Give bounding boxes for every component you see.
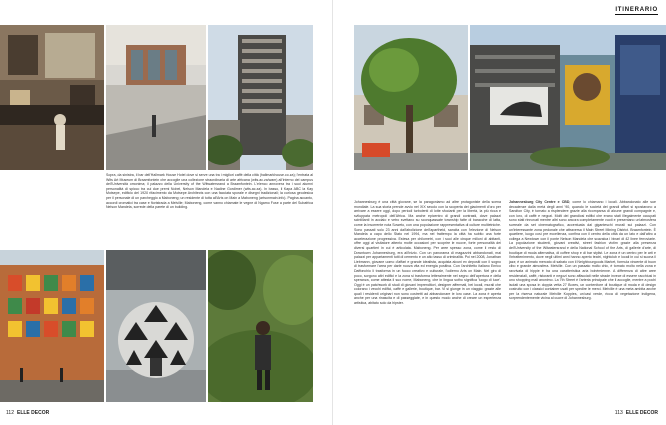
photo-art-museum [106,25,206,170]
right-page-number: 113 [614,410,623,416]
photo-colorful-facade [0,250,104,402]
left-caption: Sopra, da sinistra, il bar dell'Hallmark House Hotel dove si serve una tra i migliori caffè della città (hallmarkhouse.co.za); l'entrata al Wits Art Museum di Braamfontein che accoglie una collezione straordinaria di arte africana (wits.ac.za/wam) all'interno del campus dell'Università omonima; il palazzo della University of the Witwatersrand a Braamfontein. L'elenco annovera tra i suoi alumni personalità di spicco tra cui due premi Nobel, Nelson Mandela e Nadine Gordimer (wits.ac.za). In basso, il Kapa ABC la Kay Motsepe, edificio del 1920 rifacimento da Motsepe Architects con una facciata sporale e disegni tradizionali; la curiosa geodesica per il personale di un parcheggio a Maboneng; un residente di tutta all'Arts on Main a Maboneng (artsonmain.info). Pagina accanto, accordi cromatici tra case e fioristrada a Melville; Maboneng, come vanno chiamate le vegne di Ngamo Fuse a parte del Subafrica Nelson Mandela, sorrede della parete di un building. [106,173,313,210]
column-right-text: , come lo chiamano i locali. Abbandonato alle sue decadenze dalla metà degli anni '90, quando le società dei grandi affari si spostarono a Sandton City, è tornato a risplendere grazie alla ricomparsa di alcune grandi compagnie e, con loro, di caffè e negozi. Molti dei grandiosi edifici che erano stati illegalmente occupati sono stati rinnovati mentre altri sono ancora completamente vuoti e presentano un'atmosfera surreale da set cinematografico, accentuata dai giganteschi murali sui palazzi. Con un'interessante zona pedonale che attraversa il Main Street Mining District. Braamfontein. È quartiere, luogo così pre eccellenza, confina con il centro della città da un lato e dall'altro a collega a Newtown con il ponte Nelson Mandela che scavalca i binari di 42 linee ferroviarie. La popolazione studenti, giovani creativi, street fashion victim grazie alla presenza dell'University of the Witwatersrand e della National School of the Arts, di gallerie d'arte, di boutique di moda alternativa, di coffee shop e di bar stylist. Le zona è un centro per le arti e l'intrattenimento, dove negli ultimi anni hanno aperto teatri, nightclub e locali in cui si suona il jazz; è un animato mercato di sabato con il Neighbourgoods Market, formula vincente di buon cibo e grande atmosfera. Melville. Con un passato molto chic, è tornato molto nella zona e ravvivata di hippie è ha una caratteristica aria bohémienne. A differenza di altre aree residenziali, caffè, ristoranti e negozi sono affacciati nelle strade invece di essere racchiusi in uno shopping mall anonimo. La 7th Street è l'arteria principale che li accoglie, mentre a pochi isolati una sposa in doppia vetta 27 Boxes, un contenitore di boutique di moda e di design costruito con i classici container usati per spedire le merci. Melville è una meta ambita anche per la riserva naturale Melville Koppies, un'oasi verde, ricca di vegetazione indigena, sorprendentemente vicina al cuore di Johannesburg. [509,200,656,301]
column-right-heading: Johannesburg City Centre e CBD [509,200,570,204]
photo-hotel-bar [0,25,104,170]
right-folio [615,410,658,416]
body-column-middle: Johannesburg è una città giovane, se la paragoniamo ad altre protagoniste della scena mondiale. La sua storia prende avvio nel XIX secolo con la scoperta dei giacimenti d'oro per arrivare a essere oggi, dopo periodi turbolenti di lotte sfocianti per la libertà, la più ricca e sviluppata metropoli dell'Africa. Ma anche epicentro di grandi contrasti, dove palazzi scintillanti in acciaio e vetro svettano su sconquassate township fatte di baracche di latta, come la insorrente nota Soweto, con una popolazione rappresentativa di culture multietniche. Sono passati solo 23 anni dall'abolizione dell'apartheid, sancita con l'elezione di Nelson Mandela a capo dello Stato nel 1994, ma nel frattempo la città ha subito una forte accelerazione progressiva. Estesa per chilometri, con i suoi alle cinque milioni di abitanti, offre oggi al visitatore attento molte occasioni per scoprire le nuove, forte personalità dei diversi quartieri in cui è articolata. Maboneng. Per aree spesso zona, come il resto di Downtown Johannesburg, era all'inizio. Con un panorama di magazzini abbandonati, mai palazzi per appartamenti tutti di cemento e un alto tasso di criminalità. Poi nel 2008, Jonathan Liebmann, giovane uomo d'affari e grande idealista, acquista alcuni ex depositi con il sogno di trasformare l'area per darle nuova vita ed energia positiva. Con l'architetto italiano Enrico Daffonchio li trasforma in un fuoco creativo e culturale, l'odierno Arts on Main. Nel giro di poco, sorgono altri edifici e la zona si trasforma letteralmente nel segno dell'apertura e della speranza, come attesta il suo nome, Maboneng, che in lingua sotho significa 'luogo di luce'. Oggi è un patchwork di studi di giovani imprenditori, designer affermati, bei locali, murali che colorano i vecchi edifici, caffè e gallerie, boutique, bar. Vi si giunge in un viaggio: grazie alle quali i residenti originari non sono costretti ad abbandonare le loro case. La zona è aperta anche per una rinascita e di passeggiate, e in questo modo anche di creare un esperienza artistica, abitato solo da hipster. [354,200,501,306]
left-folio [6,410,49,416]
photo-murals-cbd [470,25,666,170]
left-magazine-name: ELLE DECOR [16,410,50,416]
photo-resident [208,250,313,402]
section-tag: ITINERARIO [615,7,658,13]
right-magazine-name: ELLE DECOR [625,410,658,416]
right-page [333,0,666,425]
photo-geodesic-dome [106,250,206,402]
left-page-number: 112 [6,410,14,416]
photo-university-building [208,25,313,170]
body-column-right [509,200,656,301]
photo-tree-street [354,25,468,170]
